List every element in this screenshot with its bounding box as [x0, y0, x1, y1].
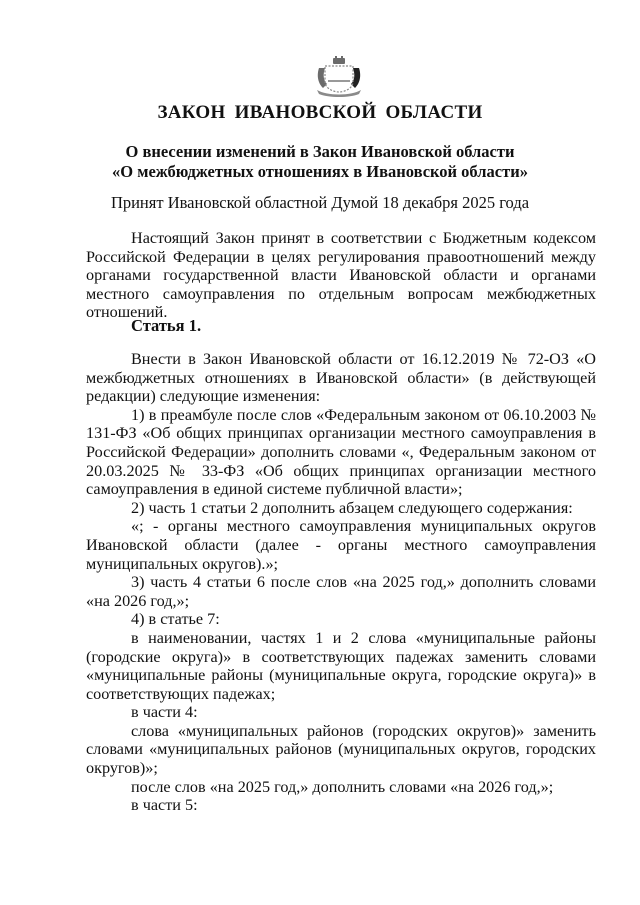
paragraph: 3) часть 4 статьи 6 после слов «на 2025 год,» дополнить словами «на 2026 год,»;: [86, 573, 596, 610]
preamble-paragraph: Настоящий Закон принят в соответствии с Бюджетным кодексом Российской Федерации в целях регулирования правоотношений между органами государственной власти Ивановской области и органами местного самоуправления по отдельным вопросам межбюджетных отношений.: [86, 229, 596, 322]
adoption-statement: Принят Ивановской областной Думой 18 декабря 2025 года: [110, 193, 530, 212]
paragraph: слова «муниципальных районов (городских округов)» заменить словами «муниципальных районов (муниципальных округов, городских округов)»;: [86, 721, 596, 778]
preamble: [86, 229, 596, 322]
paragraph: после слов «на 2025 год,» дополнить словами «на 2026 год,»;: [131, 777, 554, 796]
paragraph: 1) в преамбуле после слов «Федеральным законом от 06.10.2003 № 131-ФЗ «Об общих принципах организации местного самоуправления в Российской Федерации» дополнить словами «, Федеральным законом от 20.03.2025 № 33-ФЗ «Об общих принципах организации местного самоуправления в единой системе публичной власти»;: [86, 405, 596, 499]
paragraph: 4) в статье 7:: [131, 610, 220, 629]
paragraph: в наименовании, частях 1 и 2 слова «муниципальные районы (городские округа)» в соответствующих падежах заменить словами «муниципальные районы (муниципальные округа, городские округа)» в соответствующих падежах;: [86, 628, 596, 703]
law-subtitle: [0, 142, 640, 182]
article-body: [86, 350, 596, 815]
paragraph: 2) часть 1 статьи 2 дополнить абзацем следующего содержания:: [131, 498, 573, 517]
paragraph: «; - органы местного самоуправления муниципальных округов Ивановской области (далее - органы местного самоуправления муниципальных округов).»;: [86, 517, 596, 573]
paragraph: в части 5:: [131, 796, 198, 815]
coat-of-arms-icon: [313, 56, 365, 98]
subtitle-line-2: «О межбюджетных отношениях в Ивановской области»: [112, 162, 528, 181]
article-heading: Статья 1.: [131, 316, 202, 335]
law-title: ЗАКОН ИВАНОВСКОЙ ОБЛАСТИ: [157, 102, 483, 123]
subtitle-line-1: О внесении изменений в Закон Ивановской области: [125, 142, 515, 161]
paragraph: в части 4:: [131, 703, 198, 722]
paragraph: Внести в Закон Ивановской области от 16.12.2019 № 72-ОЗ «О межбюджетных отношениях в Ивановской области» (в действующей редакции) следующие изменения:: [86, 350, 596, 406]
